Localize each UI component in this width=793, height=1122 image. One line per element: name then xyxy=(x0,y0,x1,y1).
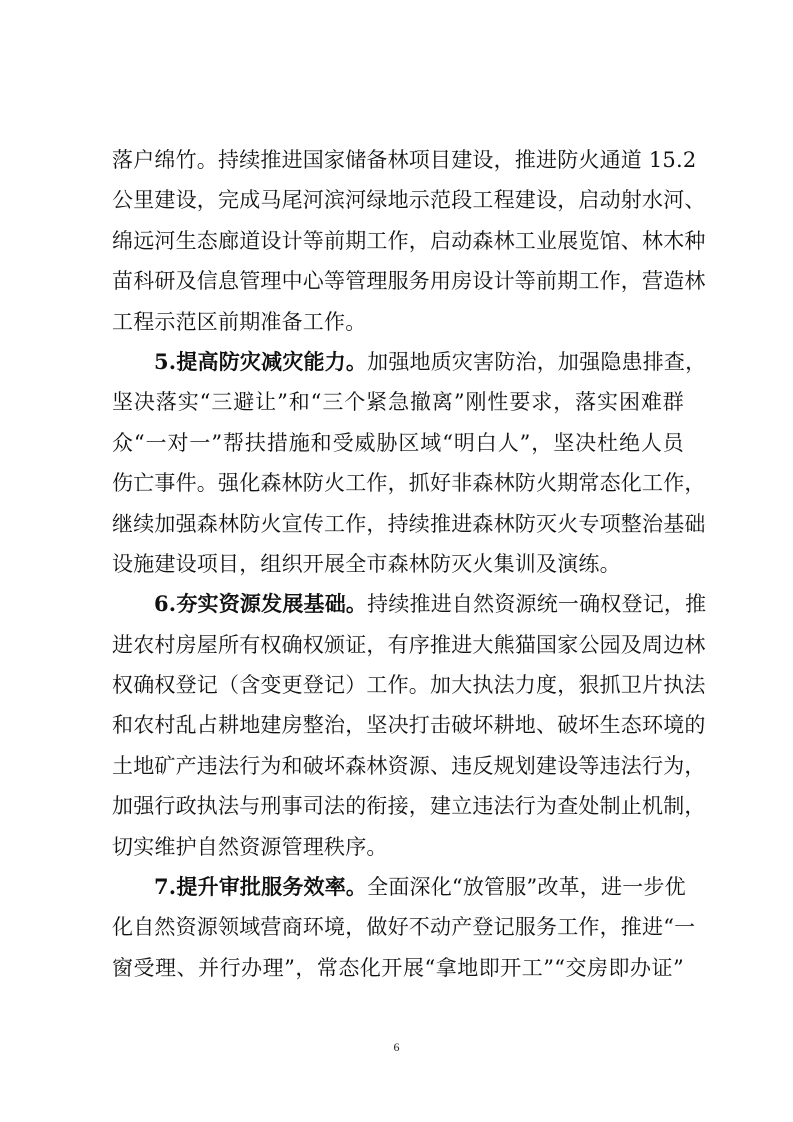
paragraph-first-line-text: 全面深化“放管服”改革，进一步优 xyxy=(367,875,686,900)
paragraph-heading: 5.提高防灾减灾能力。 xyxy=(154,348,368,374)
text-line: 切实维护自然资源管理秩序。 xyxy=(112,834,388,859)
text-line: 窗受理、并行办理”，常态化开展“拿地即开工”“交房即办证” xyxy=(112,955,684,980)
paragraph-resource-foundation xyxy=(112,584,707,867)
paragraph-heading: 7.提升审批服务效率。 xyxy=(154,874,368,900)
text-line: 化自然资源领域营商环境，做好不动产登记服务工作，推进“一 xyxy=(112,915,696,940)
paragraph-first-line-text: 加强地质灾害防治，加强隐患排查， xyxy=(367,349,707,374)
text-line: 众“一对一”帮扶措施和受威胁区域“明白人”，坚决杜绝人员 xyxy=(112,430,684,455)
page-number: 6 xyxy=(393,1040,400,1054)
text-line: 加强行政执法与刑事司法的衔接，建立违法行为查处制止机制， xyxy=(112,794,706,819)
text-line: 坚决落实“三避让”和“三个紧急撤离”刚性要求，落实困难群 xyxy=(112,390,684,415)
text-line: 土地矿产违法行为和破坏森林资源、违反规划建设等违法行为， xyxy=(112,753,706,778)
text-line: 伤亡事件。强化森林防火工作，抓好非森林防火期常态化工作， xyxy=(112,471,706,496)
paragraph-first-line xyxy=(112,342,707,382)
paragraph-first-line xyxy=(112,584,707,624)
paragraph-disaster-prevention xyxy=(112,342,707,584)
text-line: 工程示范区前期准备工作。 xyxy=(112,309,367,334)
text-line: 设施建设项目，组织开展全市森林防灭火集训及演练。 xyxy=(112,551,621,576)
document-body xyxy=(112,140,707,988)
paragraph-heading: 6.夯实资源发展基础。 xyxy=(154,591,368,617)
paragraph-first-line xyxy=(112,867,684,907)
text-line: 权确权登记（含变更登记）工作。加大执法力度，狠抓卫片执法 xyxy=(112,673,706,698)
text-line: 苗科研及信息管理中心等管理服务用房设计等前期工作，营造林 xyxy=(112,269,706,294)
paragraph-approval-efficiency xyxy=(112,867,696,988)
text-line: 绵远河生态廊道设计等前期工作，启动森林工业展览馆、林木种 xyxy=(112,228,706,253)
text-line: 进农村房屋所有权确权颁证，有序推进大熊猫国家公园及周边林 xyxy=(112,632,706,657)
text-line: 落户绵竹。持续推进国家储备林项目建设，推进防火通道 15.2 xyxy=(112,148,697,172)
paragraph-forestry-projects xyxy=(112,140,706,342)
paragraph-first-line-text: 持续推进自然资源统一确权登记，推 xyxy=(367,592,707,617)
text-line: 公里建设，完成马尾河滨河绿地示范段工程建设，启动射水河、 xyxy=(112,188,706,213)
text-line: 继续加强森林防火宣传工作，持续推进森林防灭火专项整治基础 xyxy=(112,511,706,536)
text-line: 和农村乱占耕地建房整治，坚决打击破坏耕地、破坏生态环境的 xyxy=(112,713,706,738)
